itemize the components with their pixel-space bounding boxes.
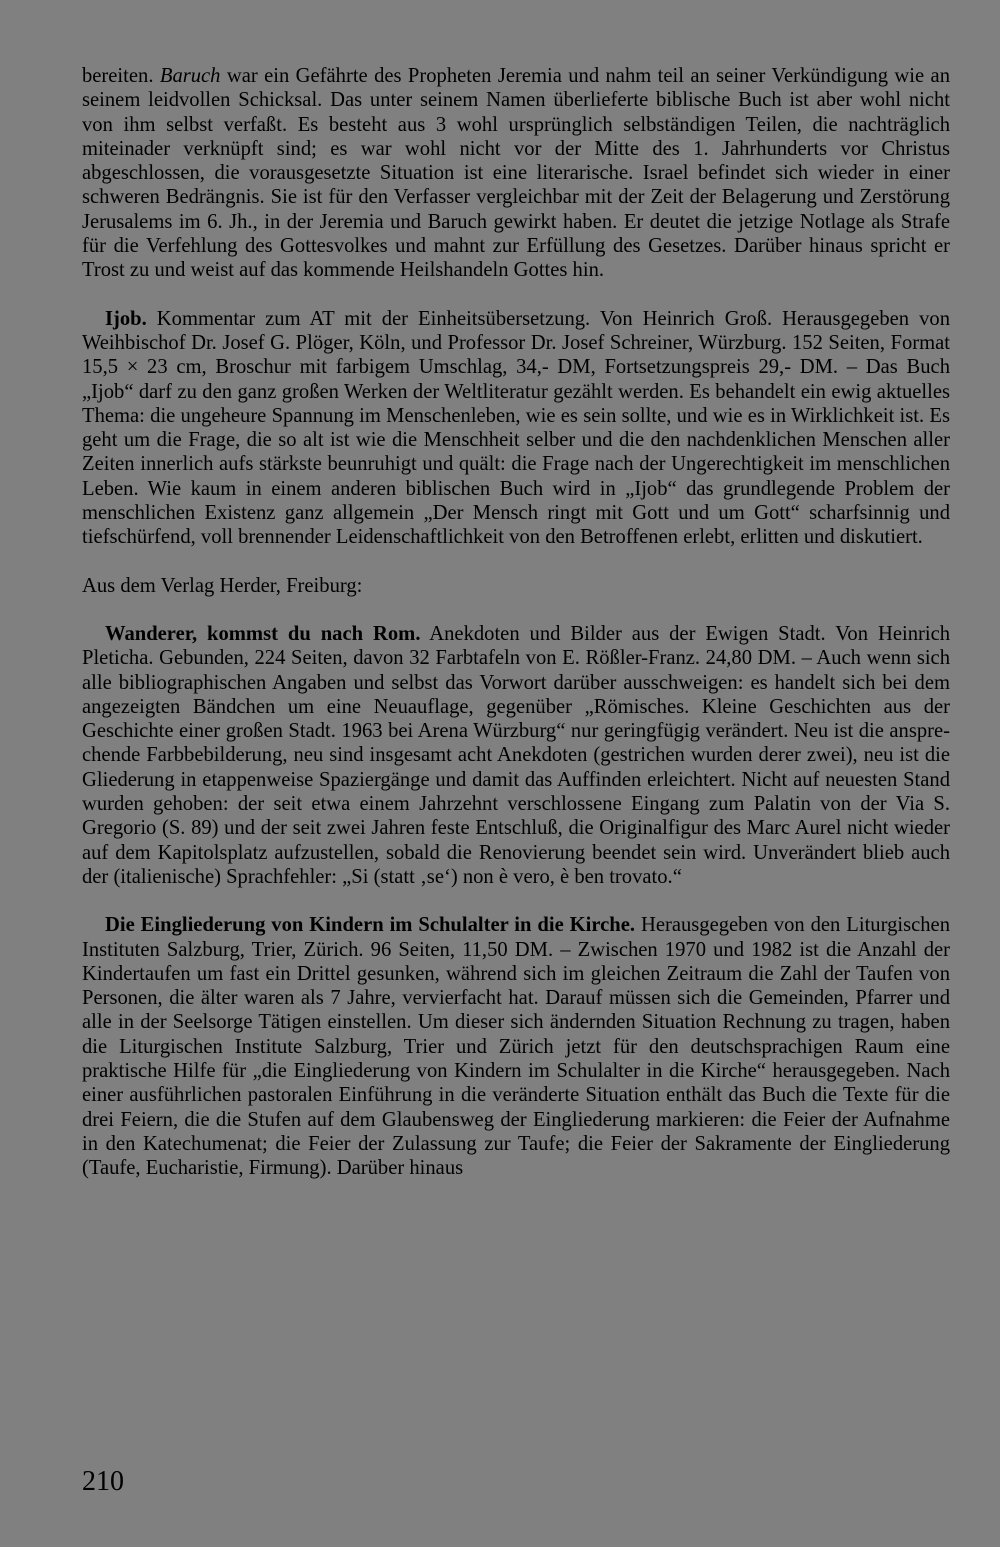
paragraph-ijob	[82, 307, 950, 550]
page-number: 210	[82, 1466, 124, 1497]
paragraph-spacer	[82, 283, 950, 307]
book-title-ijob: Ijob.	[105, 307, 147, 330]
paragraph-wanderer	[82, 622, 950, 889]
book-title-wanderer: Wanderer, kommst du nach Rom.	[105, 622, 421, 645]
paragraph-eingliederung	[82, 913, 950, 1180]
paragraph-spacer	[82, 550, 950, 574]
paragraph-spacer	[82, 889, 950, 913]
paragraph-lead-text: bereiten.	[82, 65, 160, 87]
book-title-eingliederung: Die Eingliederung von Kindern im Schulalter in die Kirche.	[105, 914, 636, 937]
paragraph-body-text: Herausgegeben von den Liturgischen Instituten Salzburg, Trier, Zürich. 96 Seiten, 11,50 DM. – Zwischen 1970 und 1982 ist die Anzahl der Kindertaufen um fast ein Drittel gesunken, während sich im gleichen Zeitraum die Zahl der Taufen von Personen, die älter waren als 7 Jahre, vervierfacht hat. Darauf müssen sich die Gemeinden, Pfarrer und alle in der Seelsorge Tätigen einstellen. Um dieser sich ändernden Situation Rechnung zu tragen, haben die Liturgischen Institute Salzburg, Trier und Zürich jetzt für den deutschsprachigen Raum eine praktische Hilfe für „die Eingliederung von Kindern im Schulalter in die Kirche“ herausgegeben. Nach einer ausführlichen pastoralen Einführung in die veränderte Situation enthält das Buch die Texte für die drei Feiern, die die Stufen auf dem Glaubensweg der Eingliederung markieren: die Feier der Aufnahme in den Katechumenat; die Feier der Zulassung zur Taufe; die Feier der Sakramente der Eingliederung (Taufe, Eucharistie, Firmung). Darüber hinaus	[82, 914, 950, 1180]
book-title-baruch: Baruch	[159, 65, 221, 87]
paragraph-body-text: war ein Gefährte des Propheten Jeremia und nahm teil an seiner Verkündigung wie an seinem leidvollen Schicksal. Das unter seinem Namen überlieferte biblische Buch ist aber wohl nicht von ihm selbst verfaßt. Es besteht aus 3 wohl ursprünglich selbständigen Teilen, die nachträglich miteinader verknüpft sind; es war wohl nicht vor der Mitte des 1. Jahrhunderts vor Christus abgeschlossen, die vorausgesetzte Situation ist eine literarische. Israel befindet sich wieder in einer schweren Bedrängnis. Sie ist für den Verfasser vergleichbar mit der Zeit der Belagerung und Zerstörung Jerusalems im 6. Jh., in der Jeremia und Baruch gewirkt haben. Er deutet die jetzige Notlage als Strafe für die Verfehlung des Gottesvolkes und mahnt zur Erfüllung des Gesetzes. Darüber hinaus spricht er Trost zu und weist auf das kommende Heilshandeln Gottes hin.	[82, 65, 950, 282]
publisher-heading: Aus dem Verlag Herder, Freiburg:	[82, 574, 363, 597]
paragraph-baruch	[82, 64, 950, 283]
paragraph-body-text: Kommentar zum AT mit der Einheitsübersetzung. Von Heinrich Groß. Herausgegeben von Weihbischof Dr. Josef G. Plöger, Köln, und Professor Dr. Josef Schreiner, Würzburg. 152 Seiten, Format 15,5 × 23 cm, Broschur mit farbigem Umschlag, 34,- DM, Fortsetzungspreis 29,- DM. – Das Buch „Ijob“ darf zu den ganz großen Werken der Weltliteratur gezählt werden. Es behandelt ein ewig aktuelles Thema: die ungeheure Spannung im Menschenleben, wie es sein sollte, und wie es in Wirklichkeit ist. Es geht um die Frage, die so alt ist wie die Menschheit selber und die den nachdenklichen Menschen aller Zeiten innerlich aufs stärkste beunruhigt und quält: die Frage nach der Ungerechtigkeit im menschlichen Leben. Wie kaum in einem anderen biblischen Buch wird in „Ijob“ das grundlegende Problem der menschlichen Existenz ganz allgemein „Der Mensch ringt mit Gott und um Gott“ scharfsinnig und tiefschürfend, voll brennender Leidenschaftlichkeit von den Betroffenen erlebt, erlitten und diskutiert.	[82, 307, 950, 549]
page-body	[82, 64, 950, 1180]
paragraph-body-text: Anekdoten und Bilder aus der Ewigen Stadt. Von Heinrich Pleticha. Gebunden, 224 Seiten, davon 32 Farbtafeln von E. Rößler-Franz. 24,80 DM. – Auch wenn sich alle bibliographischen Angaben und selbst das Vorwort darüber ausschweigen: es handelt sich bei dem angezeigten Bändchen um eine Neuauflage, gegenüber „Römisches. Kleine Geschichten aus der Geschichte einer großen Stadt. 1963 bei Arena Würzburg“ nur geringfügig verändert. Neu ist die ansprechende Farbbebilderung, neu sind insgesamt acht Anekdoten (gestrichen wurden derer zwei), neu ist die Gliederung in etappenweise Spaziergänge und damit das Auffinden erleichtert. Nicht auf neuesten Stand wurden gehoben: der seit etwa einem Jahrzehnt verschlossene Eingang zum Palatin von der Via S. Gregorio (S. 89) und der seit zwei Jahren feste Entschluß, die Originalfigur des Marc Aurel nicht wieder auf dem Kapitolsplatz aufzustellen, sobald die Renovierung beendet sein wird. Unverändert blieb auch der (italienische) Sprachfehler: „Si (statt ‚se‘) non è vero, è ben trovato.“	[82, 622, 951, 888]
paragraph-spacer	[82, 598, 950, 622]
